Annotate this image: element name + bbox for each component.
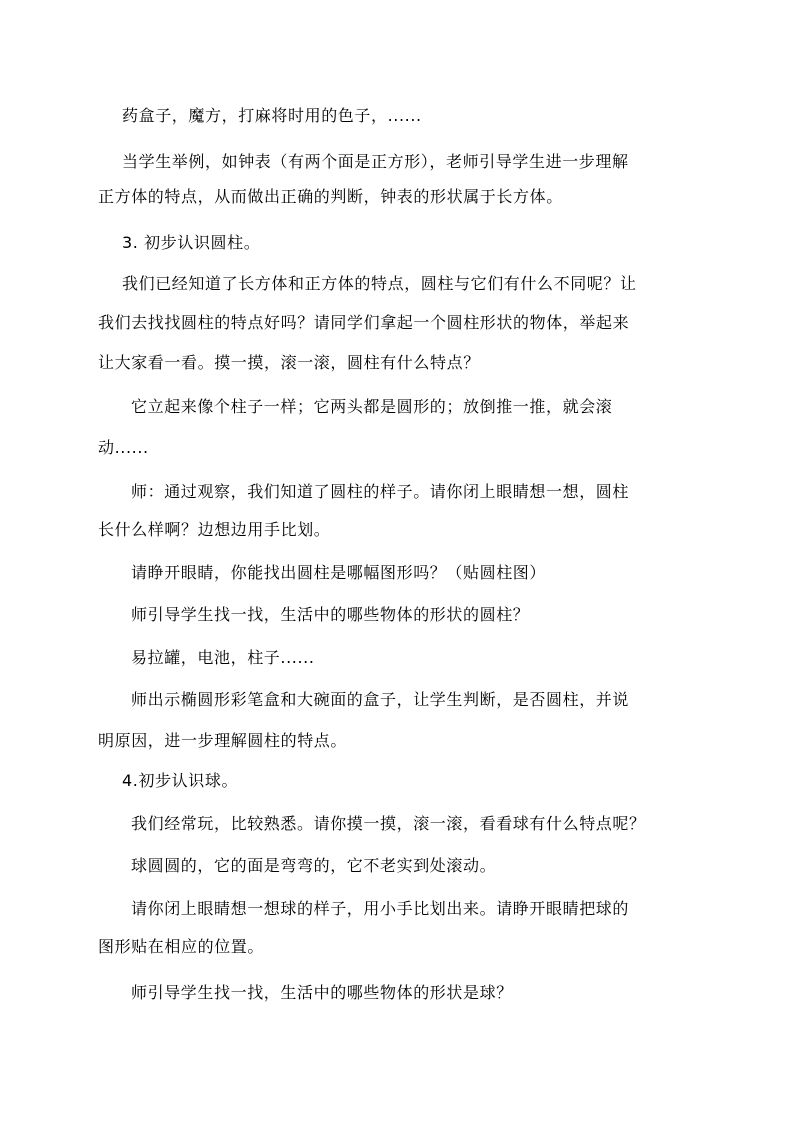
section-heading: 4.初步认识球。 bbox=[122, 771, 239, 790]
paragraph-line: 长什么样啊？边想边用手比划。 bbox=[98, 520, 331, 539]
paragraph-line: 请睁开眼睛，你能找出圆柱是哪幅图形吗？（贴圆柱图） bbox=[131, 563, 547, 582]
section-heading: 3. 初步认识圆柱。 bbox=[122, 233, 261, 252]
paragraph-line: 图形贴在相应的位置。 bbox=[98, 937, 265, 956]
paragraph-line: 动...... bbox=[98, 438, 149, 457]
paragraph-line: 我们经常玩，比较熟悉。请你摸一摸，滚一滚，看看球有什么特点呢？ bbox=[131, 814, 646, 833]
paragraph-line: 让大家看一看。摸一摸，滚一滚，圆柱有什么特点？ bbox=[98, 353, 480, 372]
paragraph-line: 师出示椭圆形彩笔盒和大碗面的盒子，让学生判断，是否圆柱，并说 bbox=[131, 690, 630, 709]
paragraph-line: 正方体的特点，从而做出正确的判断，钟表的形状属于长方体。 bbox=[98, 187, 563, 206]
paragraph-line: 易拉罐，电池，柱子...... bbox=[131, 648, 315, 667]
paragraph-line: 当学生举例，如钟表（有两个面是正方形），老师引导学生进一步理解 bbox=[122, 152, 629, 171]
paragraph-line: 师引导学生找一找，生活中的哪些物体的形状的圆柱？ bbox=[131, 605, 530, 624]
paragraph-line: 明原因，进一步理解圆柱的特点。 bbox=[98, 731, 348, 750]
paragraph-line: 我们已经知道了长方体和正方体的特点，圆柱与它们有什么不同呢？让 bbox=[122, 274, 637, 293]
paragraph-line: 它立起来像个柱子一样；它两头都是圆形的；放倒推一推，就会滚 bbox=[131, 397, 613, 416]
paragraph-line: 师：通过观察，我们知道了圆柱的样子。请你闭上眼睛想一想，圆柱 bbox=[131, 482, 630, 501]
paragraph-line: 请你闭上眼睛想一想球的样子，用小手比划出来。请睁开眼睛把球的 bbox=[131, 899, 630, 918]
paragraph-line: 师引导学生找一找，生活中的哪些物体的形状是球？ bbox=[131, 983, 513, 1002]
paragraph-line: 球圆圆的，它的面是弯弯的，它不老实到处滚动。 bbox=[131, 856, 497, 875]
paragraph-line: 我们去找找圆柱的特点好吗？请同学们拿起一个圆柱形状的物体，举起来 bbox=[98, 313, 630, 332]
paragraph-line: 药盒子，魔方，打麻将时用的色子，...... bbox=[122, 106, 422, 125]
